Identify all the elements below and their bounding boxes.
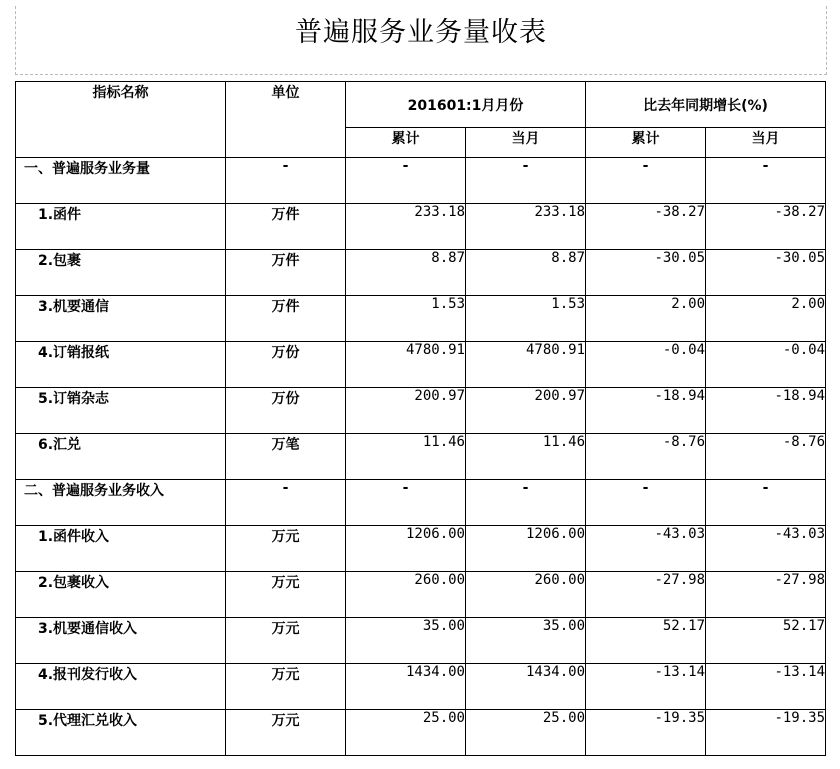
header-row bbox=[16, 82, 826, 128]
row-growth-current-month: -38.27 bbox=[706, 204, 826, 250]
row-cumulative: - bbox=[346, 158, 466, 204]
row-unit: 万元 bbox=[226, 618, 346, 664]
row-current-month: - bbox=[466, 158, 586, 204]
row-current-month: 1.53 bbox=[466, 296, 586, 342]
row-unit: 万份 bbox=[226, 342, 346, 388]
row-name: 2.包裹 bbox=[16, 250, 226, 296]
row-growth-current-month: - bbox=[706, 480, 826, 526]
row-growth-cumulative: - bbox=[586, 480, 706, 526]
row-current-month: 260.00 bbox=[466, 572, 586, 618]
table-row bbox=[16, 526, 826, 572]
row-unit: 万元 bbox=[226, 572, 346, 618]
row-growth-current-month: -8.76 bbox=[706, 434, 826, 480]
row-cumulative: 35.00 bbox=[346, 618, 466, 664]
row-growth-current-month: -30.05 bbox=[706, 250, 826, 296]
row-growth-current-month: 52.17 bbox=[706, 618, 826, 664]
row-growth-current-month: -18.94 bbox=[706, 388, 826, 434]
row-current-month: 1434.00 bbox=[466, 664, 586, 710]
table-row bbox=[16, 250, 826, 296]
table-row bbox=[16, 342, 826, 388]
header-period: 201601:1月月份 bbox=[346, 82, 586, 128]
row-growth-cumulative: -8.76 bbox=[586, 434, 706, 480]
row-current-month: 1206.00 bbox=[466, 526, 586, 572]
row-name: 3.机要通信 bbox=[16, 296, 226, 342]
row-growth-cumulative: -19.35 bbox=[586, 710, 706, 756]
row-cumulative: 25.00 bbox=[346, 710, 466, 756]
title-area bbox=[15, 6, 827, 75]
row-current-month: 233.18 bbox=[466, 204, 586, 250]
row-unit: 万元 bbox=[226, 664, 346, 710]
row-name: 2.包裹收入 bbox=[16, 572, 226, 618]
row-growth-cumulative: -43.03 bbox=[586, 526, 706, 572]
table-row bbox=[16, 710, 826, 756]
row-growth-cumulative: 52.17 bbox=[586, 618, 706, 664]
table-row bbox=[16, 296, 826, 342]
row-growth-cumulative: 2.00 bbox=[586, 296, 706, 342]
row-cumulative: 1206.00 bbox=[346, 526, 466, 572]
row-name: 1.函件 bbox=[16, 204, 226, 250]
row-growth-cumulative: - bbox=[586, 158, 706, 204]
row-name: 5.订销杂志 bbox=[16, 388, 226, 434]
row-growth-current-month: -13.14 bbox=[706, 664, 826, 710]
row-current-month: 35.00 bbox=[466, 618, 586, 664]
subheader-growth-current-month: 当月 bbox=[706, 128, 826, 158]
row-name: 3.机要通信收入 bbox=[16, 618, 226, 664]
row-name: 4.订销报纸 bbox=[16, 342, 226, 388]
row-current-month: 8.87 bbox=[466, 250, 586, 296]
row-growth-current-month: - bbox=[706, 158, 826, 204]
row-cumulative: 1.53 bbox=[346, 296, 466, 342]
row-cumulative: 260.00 bbox=[346, 572, 466, 618]
row-growth-current-month: -0.04 bbox=[706, 342, 826, 388]
table-row bbox=[16, 480, 826, 526]
header-unit: 单位 bbox=[226, 82, 346, 158]
table-row bbox=[16, 388, 826, 434]
row-name: 5.代理汇兑收入 bbox=[16, 710, 226, 756]
row-unit: 万件 bbox=[226, 250, 346, 296]
header-growth: 比去年同期增长(%) bbox=[586, 82, 826, 128]
table-row bbox=[16, 204, 826, 250]
row-growth-cumulative: -0.04 bbox=[586, 342, 706, 388]
row-unit: 万元 bbox=[226, 710, 346, 756]
row-cumulative: - bbox=[346, 480, 466, 526]
table-row bbox=[16, 158, 826, 204]
report-table-body bbox=[16, 82, 826, 756]
table-row bbox=[16, 664, 826, 710]
subheader-cumulative: 累计 bbox=[346, 128, 466, 158]
row-growth-cumulative: -38.27 bbox=[586, 204, 706, 250]
row-cumulative: 11.46 bbox=[346, 434, 466, 480]
row-unit: 万件 bbox=[226, 296, 346, 342]
row-name: 6.汇兑 bbox=[16, 434, 226, 480]
row-growth-cumulative: -30.05 bbox=[586, 250, 706, 296]
row-current-month: 11.46 bbox=[466, 434, 586, 480]
row-unit: 万份 bbox=[226, 388, 346, 434]
row-cumulative: 8.87 bbox=[346, 250, 466, 296]
table-row bbox=[16, 618, 826, 664]
row-current-month: 200.97 bbox=[466, 388, 586, 434]
page-title: 普遍服务业务量收表 bbox=[295, 17, 547, 48]
row-name: 4.报刊发行收入 bbox=[16, 664, 226, 710]
row-unit: 万件 bbox=[226, 204, 346, 250]
row-cumulative: 1434.00 bbox=[346, 664, 466, 710]
row-growth-current-month: -43.03 bbox=[706, 526, 826, 572]
report-table bbox=[15, 81, 826, 756]
row-cumulative: 200.97 bbox=[346, 388, 466, 434]
row-growth-cumulative: -13.14 bbox=[586, 664, 706, 710]
row-current-month: - bbox=[466, 480, 586, 526]
row-cumulative: 233.18 bbox=[346, 204, 466, 250]
row-current-month: 25.00 bbox=[466, 710, 586, 756]
row-unit: 万笔 bbox=[226, 434, 346, 480]
row-cumulative: 4780.91 bbox=[346, 342, 466, 388]
subheader-current-month: 当月 bbox=[466, 128, 586, 158]
row-growth-current-month: 2.00 bbox=[706, 296, 826, 342]
table-row bbox=[16, 572, 826, 618]
subheader-growth-cumulative: 累计 bbox=[586, 128, 706, 158]
row-growth-cumulative: -18.94 bbox=[586, 388, 706, 434]
row-name: 一、普遍服务业务量 bbox=[16, 158, 226, 204]
row-unit: 万元 bbox=[226, 526, 346, 572]
row-growth-current-month: -19.35 bbox=[706, 710, 826, 756]
row-unit: - bbox=[226, 480, 346, 526]
row-growth-cumulative: -27.98 bbox=[586, 572, 706, 618]
header-indicator: 指标名称 bbox=[16, 82, 226, 158]
row-growth-current-month: -27.98 bbox=[706, 572, 826, 618]
row-current-month: 4780.91 bbox=[466, 342, 586, 388]
row-name: 二、普遍服务业务收入 bbox=[16, 480, 226, 526]
table-row bbox=[16, 434, 826, 480]
row-unit: - bbox=[226, 158, 346, 204]
row-name: 1.函件收入 bbox=[16, 526, 226, 572]
